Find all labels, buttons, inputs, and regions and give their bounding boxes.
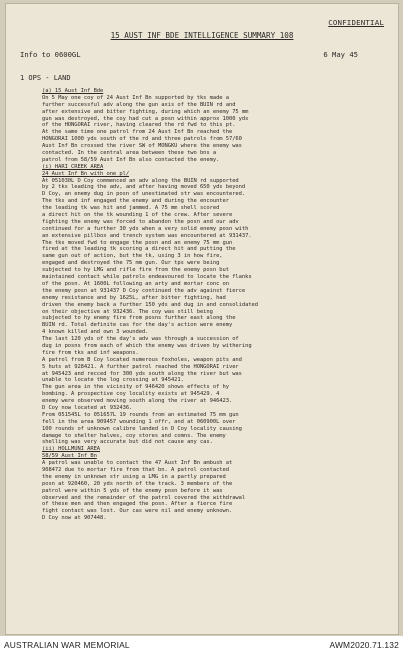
body-text-line: HONGORAI 1000 yds south of the rd and three patrols from 57/60 xyxy=(42,136,242,143)
body-text-line: driven the enemy back a further 150 yds and dug in and consolidated xyxy=(42,301,258,308)
body-text-line: further successful adv along the gun axis of the BUIN rd and xyxy=(42,101,236,108)
body-text-line: after extensive and bitter fighting, during which an enemy 75 mm xyxy=(42,108,249,115)
body-text-line: From 051545L to 051657L 19 rounds from an estimated 75 mm gun xyxy=(42,411,239,418)
body-text-line: 100 rounds of unknown calibre landed in D Coy locality causing xyxy=(42,425,242,432)
body-text-line: unable to locate the log crossing at 945421. xyxy=(42,377,184,384)
body-text-line: D Coy now at 907448. xyxy=(42,515,107,522)
body-text-line: enemy resistance and by 1625L, after bitter fighting, had xyxy=(42,294,226,301)
body-text-line: The tks and inf engaged the enemy and during the encounter xyxy=(42,198,229,205)
body-text-line: bombing. A prospective coy locality exists at 945429. 4 xyxy=(42,391,220,398)
section-heading: 1 OPS - LAND xyxy=(20,74,71,82)
body-text-line: fire from tks and inf weapons. xyxy=(42,349,139,356)
body-text-line: subjected to hy enemy fire from posns further east along the xyxy=(42,315,236,322)
document-date: 6 May 45 xyxy=(323,50,358,59)
body-text-line: D Coy now located at 932436. xyxy=(42,404,133,411)
body-text-line: of these men and then engaged the posn. After a fierce fire xyxy=(42,501,233,508)
body-text-line: observed and the remainder of the patrol covered the withdrawal xyxy=(42,494,246,501)
body-text-line: (a) 15 Aust Inf Bde xyxy=(42,88,104,94)
body-text-line: the enemy in unknown str using a LMG in a partly prepared xyxy=(42,473,226,480)
body-text-line: The tks moved fwd to engage the posn and an enemy 75 mm gun xyxy=(42,239,233,246)
body-text-line: subjected to hy LMG and rifle fire from the enemy posn but xyxy=(42,267,229,274)
document-page xyxy=(6,4,398,634)
document-body xyxy=(42,88,388,522)
body-text-line: Aust Inf Bn crossed the river SW of MONGKU where the enemy was xyxy=(42,143,242,150)
body-text-line: On 5 May one coy of 24 Aust Inf Bn supported by tks made a xyxy=(42,94,229,101)
body-text-line: fired at the leading tk scoring a direct hit and putting the xyxy=(42,246,236,253)
body-text-line: at 945423 and recced for 300 yds south along the river but was xyxy=(42,370,242,377)
body-text-line: gun was destroyed, the coy had cut a posn within approx 1000 yds xyxy=(42,115,249,122)
body-text-line: fell in the area 909457 wounding 1 offr, and at 060900L over xyxy=(42,418,236,425)
body-text-line: on their objective at 932436. The coy was still being xyxy=(42,308,213,315)
body-text-line: a direct hit on the tk wounding 1 of the crew. After severe xyxy=(42,212,233,219)
body-text-line: enemy were observed moving south along the river at 946423. xyxy=(42,398,233,405)
archive-accession-number: AWM2020.71.132 xyxy=(329,640,399,650)
body-text-line: the leading tk was hit and jammed. A 75 mm shell scored xyxy=(42,205,220,212)
body-text-line: continued for a further 30 yds when a very solid enemy posn with xyxy=(42,225,249,232)
body-text-line: 5 huts at 928421. A further patrol reached the HONGORAI river xyxy=(42,363,239,370)
body-text-line: 24 Aust Inf Bn with one pl/ xyxy=(42,170,130,177)
document-title: 15 AUST INF BDE INTELLIGENCE SUMMARY 108 xyxy=(110,31,294,40)
body-text-line: same gun out of action, but the tk, using 3 in how fire, xyxy=(42,253,223,260)
body-text-line: At 051030L D Coy commenced an adv along the BUIN rd supported xyxy=(42,177,239,184)
body-text-line: 908472 due to mortar fire from that bn. A patrol contacted xyxy=(42,466,229,473)
body-text-line: maintained contact while patrols endeavoured to locate the flanks xyxy=(42,274,252,281)
body-text-line: The gun area in the vicinity of 946420 shows effects of hy xyxy=(42,384,229,391)
body-text-line: 4 known killed and own 3 wounded. xyxy=(42,329,149,336)
body-text-line: patrol were within 5 yds of the enemy posn before it was xyxy=(42,487,223,494)
body-text-line: The last 120 yds of the day's adv was through a succession of xyxy=(42,336,239,343)
body-text-line: dug in posns from each of which the enemy was driven by withering xyxy=(42,342,252,349)
body-text-line: of the HONGORAI river, having cleared the rd fwd to this pt. xyxy=(42,122,236,129)
body-text-line: D Coy, an enemy dug in posn of unestimated str was encountered. xyxy=(42,191,246,198)
archive-caption-bar xyxy=(0,636,403,653)
body-text-line: of the posn. At 1600L following an arty and mortar conc on xyxy=(42,280,229,287)
body-text-line: shelling was very accurate but did not cause any cas. xyxy=(42,439,213,446)
body-text-line: the enemy posn at 931437 D Coy continued the adv against fierce xyxy=(42,287,246,294)
body-text-line: by 2 tks leading the adv, and after having moved 650 yds beyond xyxy=(42,184,246,191)
body-text-line: (i) HARI CREEK AREA xyxy=(42,163,104,170)
archive-name: AUSTRALIAN WAR MEMORIAL xyxy=(4,640,130,650)
body-text-line: posn at 920460, 20 yds north of the track. 3 members of the xyxy=(42,480,233,487)
body-text-line: an extensive pillbox and trench system was encountered at 931437. xyxy=(42,232,252,239)
distribution-line: Info to 0600GL xyxy=(20,50,81,59)
body-text-line: BUIN rd. Total definite cas for the day's action were enemy xyxy=(42,322,233,329)
body-text-line: A patrol from B Coy located numerous foxholes, weapon pits and xyxy=(42,356,242,363)
body-text-line: A patrol was unable to contact the 47 Aust Inf Bn ambush at xyxy=(42,460,233,467)
body-text-line: fighting the enemy was forced to abandon the posn and our adv xyxy=(42,218,239,225)
body-text-line: contacted. In the central area between these two bns a xyxy=(42,150,217,157)
body-text-line: 58/59 Aust Inf Bn xyxy=(42,453,97,460)
classification-stamp: CONFIDENTIAL xyxy=(328,18,384,27)
body-text-line: patrol from 58/59 Aust Inf Bn also contacted the enemy. xyxy=(42,156,220,163)
body-text-line: fight contact was lost. Our cas were nil and enemy unknown. xyxy=(42,508,233,515)
body-text-line: At the same time one patrol from 24 Aust Inf Bn reached the xyxy=(42,129,233,136)
body-text-line: (ii) HOLLMUNI AREA xyxy=(42,446,101,453)
body-text-line: damage to shelter halves, coy stores and comns. The enemy xyxy=(42,432,226,439)
body-text-line: engaged and destroyed the 75 mm gun. Our tps were being xyxy=(42,260,220,267)
